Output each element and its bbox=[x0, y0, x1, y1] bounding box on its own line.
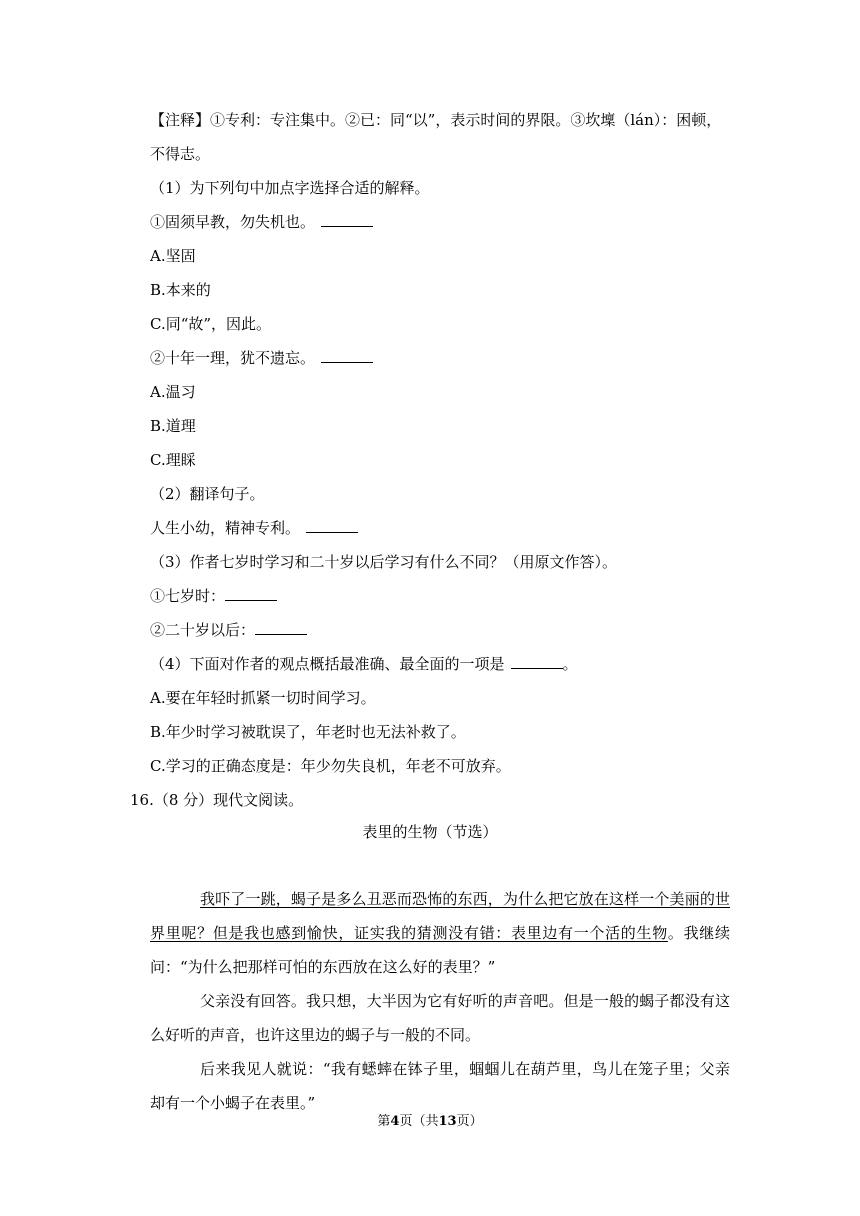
question-1-item-2 bbox=[150, 348, 373, 368]
option-c: C.同“故”，因此。 bbox=[150, 315, 272, 333]
answer-blank[interactable] bbox=[306, 518, 358, 533]
question-3-item-1-text: ①七岁时： bbox=[150, 587, 226, 605]
question-2-sentence bbox=[150, 518, 358, 538]
question-3-item-1 bbox=[150, 586, 277, 606]
question-2-sentence-text: 人生小幼，精神专利。 bbox=[150, 519, 301, 537]
footer-prefix: 第 bbox=[377, 1114, 391, 1129]
answer-blank[interactable] bbox=[321, 212, 373, 227]
passage-underlined-sentence: 我吓了一跳，蝎子是多么丑恶而恐怖的东西，为什么把它放在这样一个美丽的世界里呢？但是我也感到愉快，证实我的猜测没有错：表里边有一个活的生物 bbox=[150, 890, 730, 942]
answer-blank[interactable] bbox=[225, 586, 277, 601]
footer-page-number: 4 bbox=[390, 1114, 400, 1129]
passage-paragraph-1-rest: 。我继续问：“为什么把那样可怕的东西放在这么好的表里？” bbox=[150, 924, 730, 976]
passage-title: 表里的生物（节选） bbox=[362, 823, 498, 841]
answer-blank[interactable] bbox=[321, 348, 373, 363]
question-2-prompt: （2）翻译句子。 bbox=[150, 485, 265, 503]
option-a: A.坚固 bbox=[150, 247, 196, 265]
question-3-item-2 bbox=[150, 620, 307, 640]
question-1-item-1-text: ①固须早教，勿失机也。 bbox=[150, 213, 316, 231]
passage-paragraph-3: 后来我见人就说：“我有蟋蟀在钵子里，蝈蝈儿在葫芦里，鸟儿在笼子里；父亲却有一个小蝎子在表里。” bbox=[150, 1060, 730, 1112]
option-c: C.理睬 bbox=[150, 451, 196, 469]
question-3-item-2-text: ②二十岁以后： bbox=[150, 621, 256, 639]
option-b: B.本来的 bbox=[150, 281, 211, 299]
notes-line-2: 不得志。 bbox=[150, 145, 211, 163]
option-c: C.学习的正确态度是：年少勿失良机，年老不可放弃。 bbox=[150, 757, 511, 775]
answer-blank[interactable] bbox=[255, 620, 307, 635]
footer-total-pages: 13 bbox=[438, 1114, 457, 1129]
option-a: A.要在年轻时抓紧一切时间学习。 bbox=[150, 689, 376, 707]
question-4-prompt bbox=[150, 654, 578, 674]
footer-suffix: 页） bbox=[456, 1114, 483, 1129]
question-4-suffix: 。 bbox=[562, 655, 578, 673]
passage-paragraph-1 bbox=[150, 882, 730, 984]
option-b: B.道理 bbox=[150, 417, 196, 435]
page-footer bbox=[0, 1110, 860, 1129]
question-1-item-1 bbox=[150, 212, 373, 232]
question-16-header: 16.（8 分）现代文阅读。 bbox=[130, 791, 304, 809]
question-1-prompt: （1）为下列句中加点字选择合适的解释。 bbox=[150, 179, 430, 197]
passage-paragraph-2: 父亲没有回答。我只想，大半因为它有好听的声音吧。但是一般的蝎子都没有这么好听的声音，也许这里边的蝎子与一般的不同。 bbox=[150, 992, 730, 1044]
question-4-prompt-text: （4）下面对作者的观点概括最准确、最全面的一项是 bbox=[150, 655, 505, 673]
footer-middle: 页（共 bbox=[399, 1114, 439, 1129]
question-3-prompt: （3）作者七岁时学习和二十岁以后学习有什么不同？（用原文作答）。 bbox=[150, 553, 618, 571]
question-1-item-2-text: ②十年一理，犹不遗忘。 bbox=[150, 349, 316, 367]
option-a: A.温习 bbox=[150, 383, 196, 401]
notes-line-1: 【注释】①专利：专注集中。②已：同“以”，表示时间的界限。③坎壈（lán）：困顿， bbox=[150, 111, 722, 129]
option-b: B.年少时学习被耽误了，年老时也无法补救了。 bbox=[150, 723, 466, 741]
answer-blank[interactable] bbox=[511, 654, 563, 669]
